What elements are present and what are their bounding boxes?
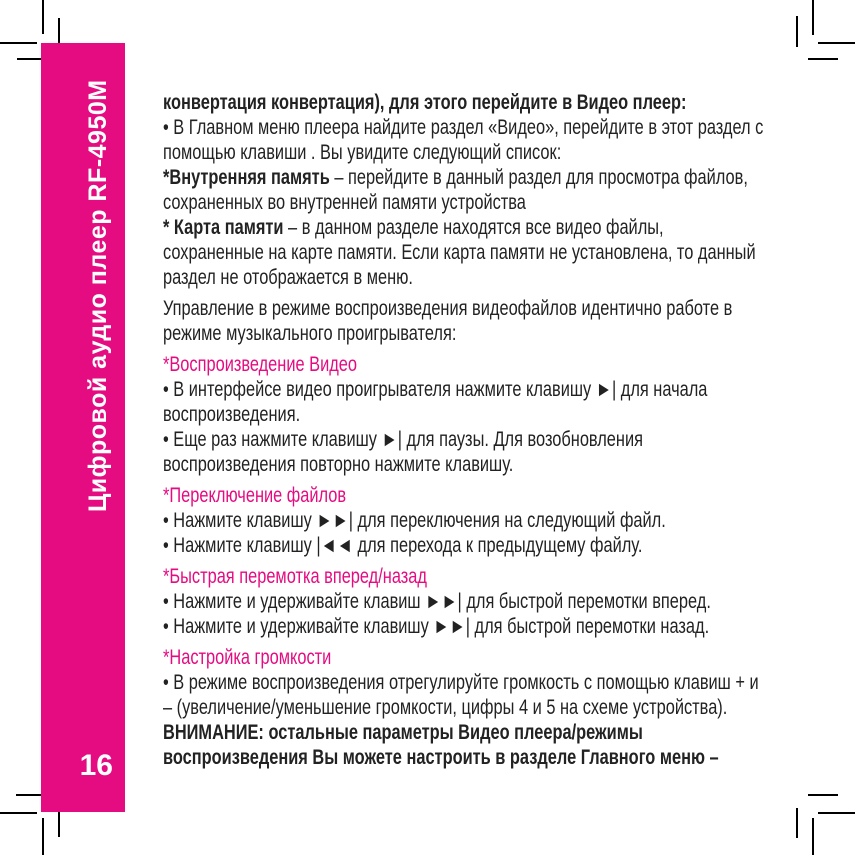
text-segment: воспроизведения Вы можете настроить в разделе Главного меню – (163, 746, 719, 769)
crop-mark (808, 794, 838, 796)
text-segment: • Нажмите клавишу ►►| для переключения на следующий файл. (163, 509, 666, 532)
crop-mark (42, 0, 44, 34)
text-line (163, 90, 687, 115)
text-line (163, 352, 662, 377)
text-line (163, 140, 662, 165)
section-heading: *Воспроизведение Видео (163, 353, 358, 376)
text-line (163, 508, 666, 533)
section-heading: *Быстрая перемотка вперед/назад (163, 565, 427, 588)
text-line (163, 670, 759, 695)
text-line (163, 321, 662, 346)
text-line (163, 452, 662, 477)
paragraph-video-playback-section (163, 352, 803, 477)
paragraph-controls-note (163, 296, 803, 346)
text-line (163, 645, 662, 670)
text-segment: • Нажмите клавишу |◄◄ для перехода к предыдущему файлу. (163, 534, 643, 557)
text-line (163, 296, 733, 321)
paragraph-fast-forward-section (163, 564, 803, 639)
page-number: 16 (79, 749, 113, 782)
text-segment: * Карта памяти (163, 216, 284, 239)
crop-mark (42, 818, 44, 855)
text-segment: ВНИМАНИЕ: остальные параметры Видео плеера/режимы (163, 721, 643, 744)
crop-mark (818, 42, 855, 44)
text-line (163, 720, 662, 745)
text-line (163, 377, 708, 402)
paragraph-volume-section (163, 645, 803, 770)
text-line (163, 695, 728, 720)
text-segment: сохраненные на карте памяти. Если карта памяти не установлена, то данный (163, 241, 756, 264)
text-segment: воспроизведения. (163, 403, 301, 426)
text-segment: • В интерфейсе видео проигрывателя нажмите клавишу ►| для начала (163, 378, 708, 401)
body-text (163, 90, 803, 770)
text-segment: • Еще раз нажмите клавишу ►| для паузы. Для возобновления (163, 428, 643, 451)
crop-mark (818, 812, 855, 814)
text-line (163, 115, 764, 140)
crop-mark (812, 0, 814, 35)
text-line (163, 745, 719, 770)
text-segment: – (увеличение/уменьшение громкости, цифры 4 и 5 на схеме устройства). (163, 696, 728, 719)
text-line (163, 240, 756, 265)
sidebar-accent-bar (41, 43, 125, 812)
crop-mark (0, 42, 37, 44)
crop-mark (812, 818, 814, 855)
crop-mark (0, 812, 37, 814)
text-line (163, 165, 748, 190)
sidebar-title: Цифровой аудио плеер RF-4950M (84, 79, 112, 512)
text-line (163, 589, 711, 614)
text-segment: • В Главном меню плеера найдите раздел «Видео», перейдите в этот раздел с (163, 116, 764, 139)
text-segment: – перейдите в данный раздел для просмотра файлов, (329, 166, 748, 189)
text-line (163, 215, 662, 240)
text-line (163, 265, 662, 290)
section-heading: *Переключение файлов (163, 484, 347, 507)
crop-mark (796, 808, 798, 838)
text-segment: • Нажмите и удерживайте клавиш ►►| для быстрой перемотки вперед. (163, 590, 711, 613)
text-line (163, 190, 662, 215)
text-segment: помощью клавиши . Вы увидите следующий список: (163, 141, 562, 164)
text-segment: • Нажмите и удерживайте клавишу ►►| для быстрой перемотки назад. (163, 615, 710, 638)
text-segment: • В режиме воспроизведения отрегулируйте громкость с помощью клавиш + и (163, 671, 759, 694)
text-segment: воспроизведения повторно нажмите клавишу. (163, 453, 514, 476)
text-segment: конвертация конвертация), для этого перейдите в Видео плеер: (163, 91, 687, 114)
text-line (163, 402, 662, 427)
text-line (163, 427, 662, 452)
text-segment: *Внутренняя память (163, 166, 330, 189)
text-segment: Управление в режиме воспроизведения видеофайлов идентично работе в (163, 297, 733, 320)
text-line (163, 564, 662, 589)
paragraph-file-switching-section (163, 483, 803, 558)
text-segment: режиме музыкального проигрывателя: (163, 322, 457, 345)
crop-mark (808, 58, 838, 60)
text-line (163, 483, 662, 508)
section-heading: *Настройка громкости (163, 646, 332, 669)
text-line (163, 614, 710, 639)
text-segment: раздел не отображается в меню. (163, 266, 413, 289)
text-segment: – в данном разделе находятся все видео файлы, (283, 216, 664, 239)
crop-mark (796, 16, 798, 47)
text-line (163, 533, 662, 558)
text-segment: сохраненных во внутренней памяти устройства (163, 191, 526, 214)
paragraph-video-player-intro (163, 90, 803, 290)
